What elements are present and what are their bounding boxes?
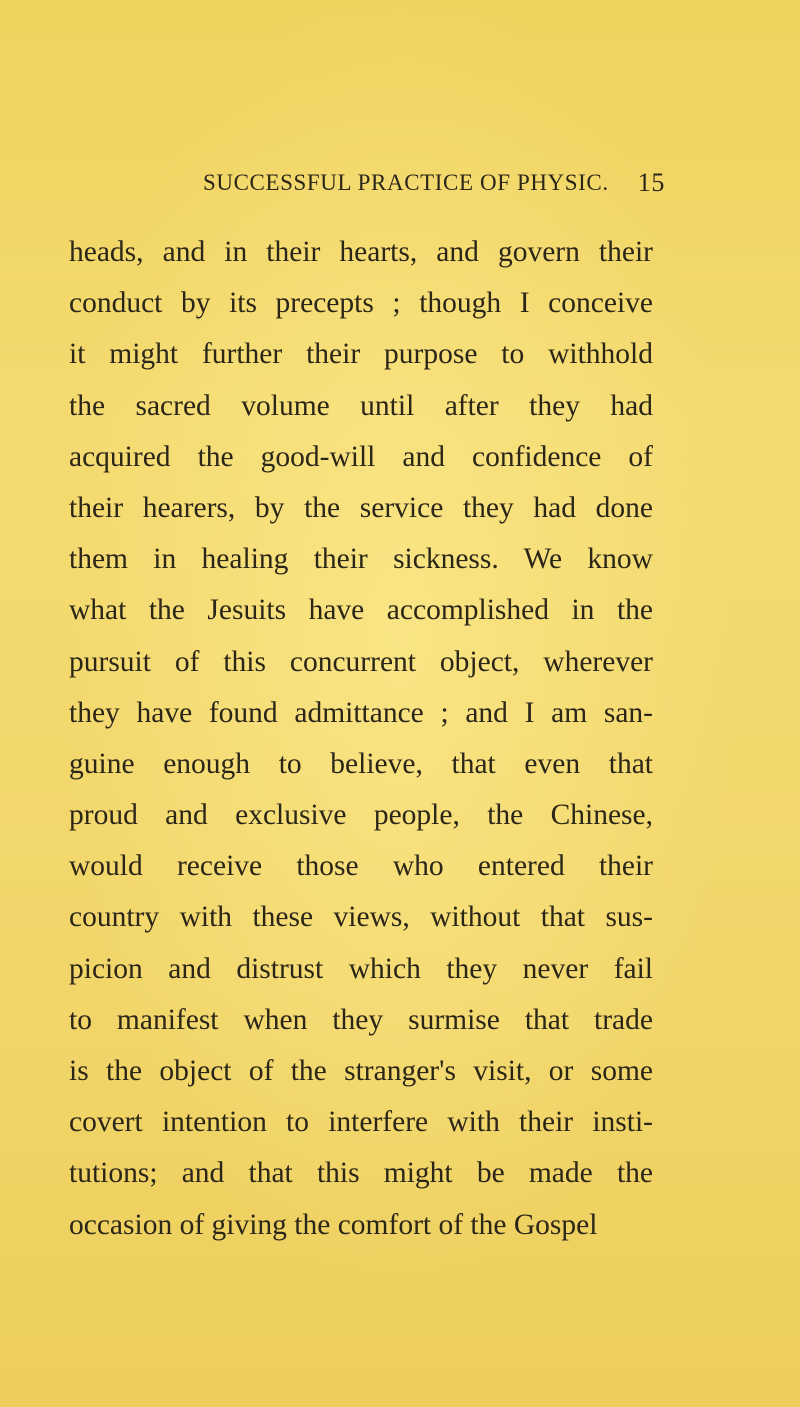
text-line: occasion of giving the comfort of the Gospel — [69, 1208, 598, 1241]
text-line: heads, and in their hearts, and govern their — [69, 236, 653, 268]
running-title: SUCCESSFUL PRACTICE OF PHYSIC. — [203, 170, 609, 195]
text-line: proud and exclusive people, the Chinese, — [69, 799, 653, 832]
text-line: covert intention to interfere with their insti- — [69, 1106, 653, 1139]
text-line: they have found admittance ; and I am san- — [69, 696, 653, 729]
text-line: pursuit of this concurrent object, wherever — [69, 645, 653, 678]
page-number: 15 — [637, 168, 665, 197]
text-line: country with these views, without that sus- — [69, 901, 653, 934]
text-line: picion and distrust which they never fail — [69, 952, 653, 985]
text-line: them in healing their sickness. We know — [69, 543, 653, 576]
text-line: it might further their purpose to withhold — [69, 338, 653, 371]
text-line: what the Jesuits have accomplished in the — [69, 594, 653, 627]
text-line: would receive those who entered their — [69, 850, 653, 883]
text-line: the sacred volume until after they had — [69, 389, 653, 422]
text-line: conduct by its precepts ; though I conceive — [69, 287, 653, 320]
text-line: guine enough to believe, that even that — [69, 747, 653, 780]
text-line: tutions; and that this might be made the — [69, 1157, 653, 1190]
text-line: is the object of the stranger's visit, or some — [69, 1055, 653, 1087]
running-head — [203, 166, 665, 200]
text-line: to manifest when they surmise that trade — [69, 1003, 653, 1036]
text-line: their hearers, by the service they had done — [69, 491, 653, 524]
text-line: acquired the good-will and confidence of — [69, 440, 653, 473]
body-text — [69, 227, 653, 1251]
